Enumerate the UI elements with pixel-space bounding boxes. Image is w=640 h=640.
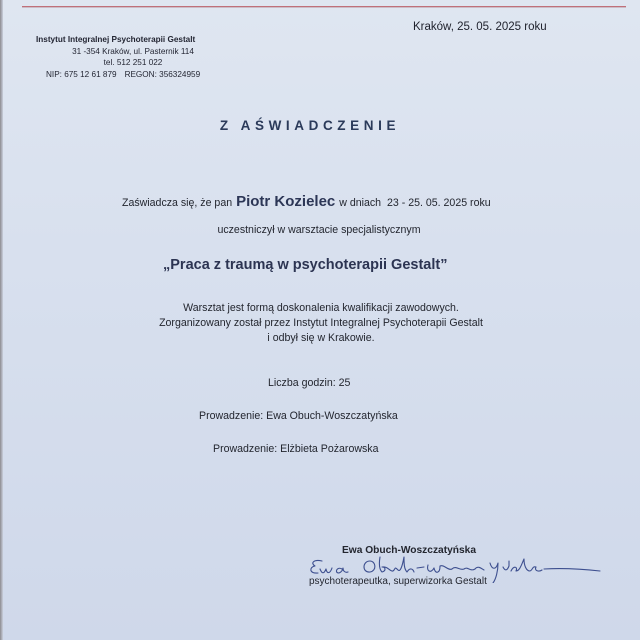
workshop-description <box>140 301 502 346</box>
institute-name: Instytut Integralnej Psychoterapii Gestalt <box>36 35 196 44</box>
leader-2: Prowadzenie: Elżbieta Pożarowska <box>213 443 379 455</box>
attestation-line <box>122 193 491 210</box>
leader-1: Prowadzenie: Ewa Obuch-Woszczatyńska <box>199 410 398 422</box>
page-edge <box>0 0 3 640</box>
hours-count: Liczba godzin: 25 <box>268 377 351 389</box>
place-date: Kraków, 25. 05. 2025 roku <box>413 21 547 33</box>
institute-regon: REGON: 356324959 <box>124 69 201 79</box>
signatory-name: Ewa Obuch-Woszczatyńska <box>342 545 476 556</box>
document-title: Z AŚWIADCZENIE <box>219 118 401 133</box>
signatory-role: psychoterapeutka, superwizorka Gestalt <box>309 576 487 587</box>
description-line: Warsztat jest formą doskonalenia kwalifikacji zawodowych. <box>183 302 459 314</box>
person-name: Piotr Kozielec <box>236 193 336 210</box>
participation-line: uczestniczył w warsztacie specjalistycznym <box>217 224 421 236</box>
institute-letterhead <box>38 34 228 80</box>
institute-nip: NIP: 675 12 61 879 <box>46 69 117 79</box>
header-rule <box>22 6 626 7</box>
workshop-title: „Praca z traumą w psychoterapii Gestalt” <box>163 257 448 273</box>
attest-middle: w dniach <box>339 197 382 209</box>
workshop-dates: 23 - 25. 05. 2025 roku <box>387 197 491 209</box>
attest-prefix: Zaświadcza się, że pan <box>122 197 233 209</box>
description-line: Zorganizowany został przez Instytut Integralnej Psychoterapii Gestalt <box>159 317 483 329</box>
description-line: i odbył się w Krakowie. <box>267 332 375 344</box>
institute-phone: tel. 512 251 022 <box>103 58 163 68</box>
institute-ids <box>46 69 228 81</box>
institute-address: 31 -354 Kraków, ul. Pasternik 114 <box>72 46 194 56</box>
